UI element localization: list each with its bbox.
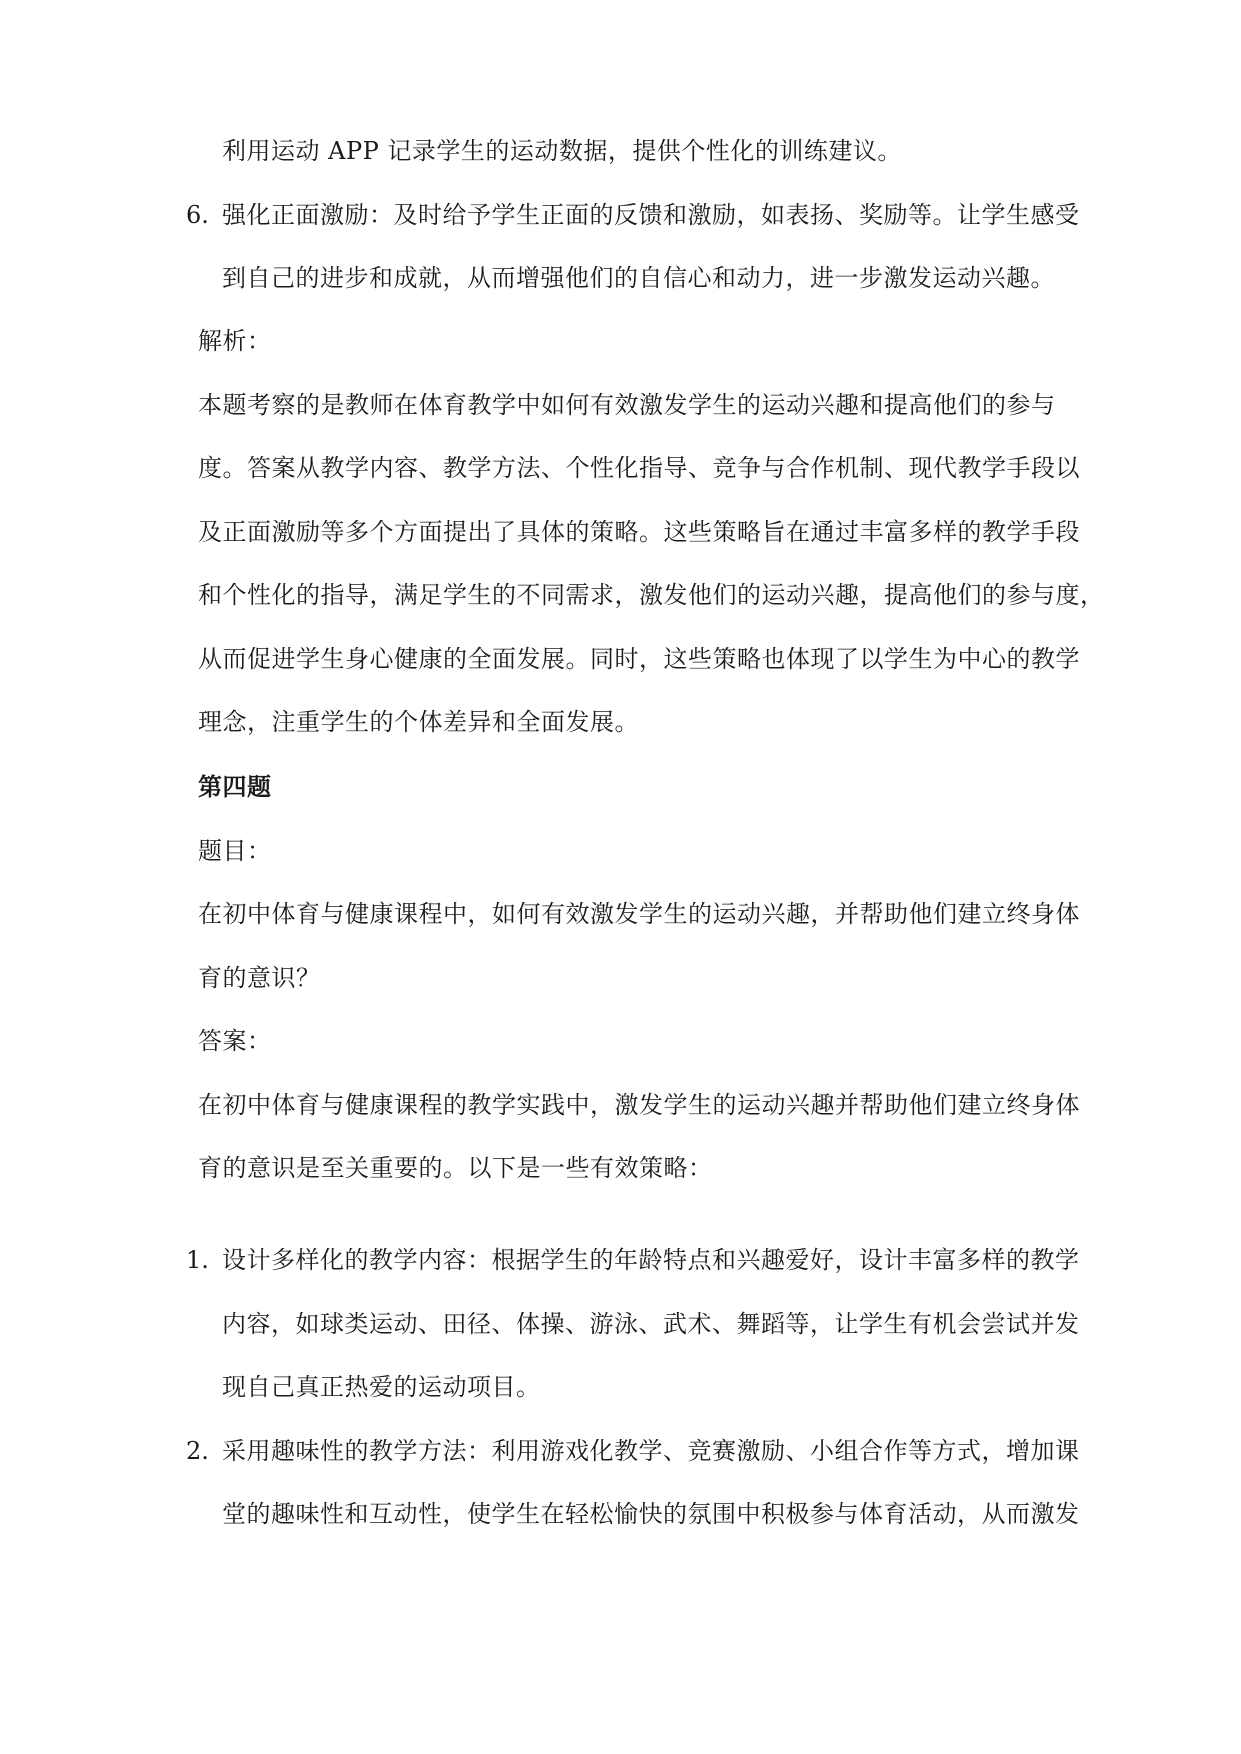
question-line-2: 育的意识？: [198, 964, 321, 992]
analysis-label: 解析：: [198, 327, 272, 355]
analysis-line-1: 本题考察的是教师在体育教学中如何有效激发学生的运动兴趣和提高他们的参与: [198, 391, 1056, 419]
answer-item1-line-3: 现自己真正热爱的运动项目。: [222, 1373, 541, 1401]
analysis-line-5: 从而促进学生身心健康的全面发展。同时，这些策略也体现了以学生为中心的教学: [198, 645, 1080, 673]
item6-number: 6.: [186, 201, 209, 229]
item6-line-1: 强化正面激励：及时给予学生正面的反馈和激励，如表扬、奖励等。让学生感受: [222, 201, 1080, 229]
analysis-line-2: 度。答案从教学内容、教学方法、个性化指导、竞争与合作机制、现代教学手段以: [198, 454, 1080, 482]
question-line-1: 在初中体育与健康课程中，如何有效激发学生的运动兴趣，并帮助他们建立终身体: [198, 900, 1080, 928]
answer-item2-line-2: 堂的趣味性和互动性，使学生在轻松愉快的氛围中积极参与体育活动，从而激发: [222, 1500, 1080, 1528]
item6-line-2: 到自己的进步和成就，从而增强他们的自信心和动力，进一步激发运动兴趣。: [222, 264, 1055, 292]
item5-continued-line: 利用运动 APP 记录学生的运动数据，提供个性化的训练建议。: [222, 137, 902, 165]
analysis-line-3: 及正面激励等多个方面提出了具体的策略。这些策略旨在通过丰富多样的教学手段: [198, 518, 1080, 546]
analysis-line-6: 理念，注重学生的个体差异和全面发展。: [198, 708, 639, 736]
answer-line-1: 在初中体育与健康课程的教学实践中，激发学生的运动兴趣并帮助他们建立终身体: [198, 1091, 1080, 1119]
analysis-line-4: 和个性化的指导，满足学生的不同需求，激发他们的运动兴趣，提高他们的参与度，: [198, 581, 1105, 609]
answer-item2-number: 2.: [186, 1437, 209, 1465]
answer-item1-line-1: 设计多样化的教学内容：根据学生的年龄特点和兴趣爱好，设计丰富多样的教学: [222, 1246, 1080, 1274]
answer-line-2: 育的意识是至关重要的。以下是一些有效策略：: [198, 1154, 713, 1182]
answer-item1-number: 1.: [186, 1246, 209, 1274]
answer-item1-line-2: 内容，如球类运动、田径、体操、游泳、武术、舞蹈等，让学生有机会尝试并发: [222, 1310, 1080, 1338]
answer-label: 答案：: [198, 1027, 272, 1055]
question4-heading: 第四题: [198, 772, 272, 801]
answer-item2-line-1: 采用趣味性的教学方法：利用游戏化教学、竞赛激励、小组合作等方式，增加课: [222, 1437, 1080, 1465]
question-label: 题目：: [198, 837, 272, 865]
